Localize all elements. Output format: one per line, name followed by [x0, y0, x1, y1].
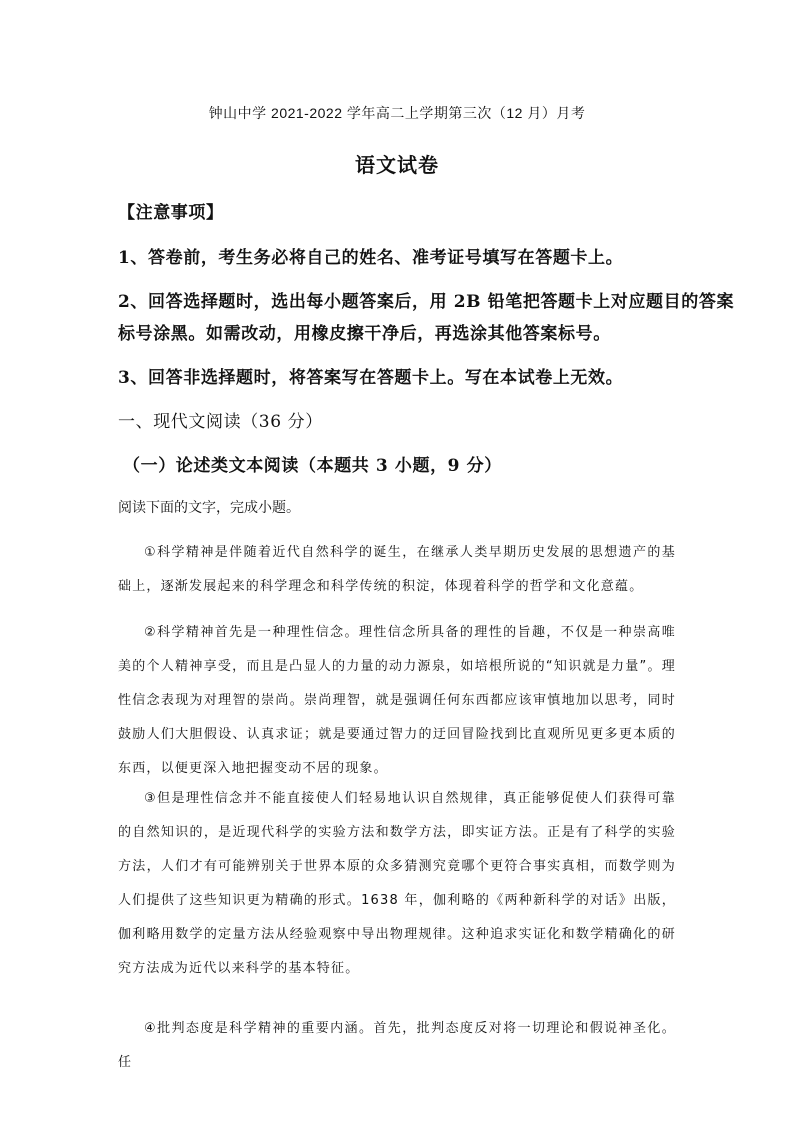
subsection-heading-argumentative: （一）论述类文本阅读（本题共 3 小题，9 分）	[123, 456, 502, 476]
notice-heading: 【注意事项】	[118, 203, 224, 223]
reading-instruction: 阅读下面的文字，完成小题。	[118, 499, 300, 515]
passage-paragraph-1: ①科学精神是伴随着近代自然科学的诞生，在继承人类早期历史发展的思想遗产的基础上，逐渐发展起来的科学理念和科学传统的积淀，体现着科学的哲学和文化意蕴。	[118, 545, 676, 594]
notice-item-3: 3、回答非选择题时，将答案写在答题卡上。写在本试卷上无效。	[118, 368, 624, 388]
passage-paragraph-3: ③但是理性信念并不能直接使人们轻易地认识自然规律，真正能够促使人们获得可靠的自然知识的，是近现代科学的实验方法和数学方法，即实证方法。正是有了科学的实验方法，人们才有可能辨别关于世界本原的众多猜测究竟哪个更符合事实真相，而数学则为人们提供了这些知识更为精确的形式。1638 年，伽利略的《两种新科学的对话》出版，伽利略用数学的定量方法从经验观察中导出物理规律。这种追求实证化和数学精确化的研究方法成为近代以来科学的基本特征。	[118, 791, 676, 976]
notice-item-2-line-1: 2、回答选择题时，选出每小题答案后，用 2B 铅笔把答题卡上对应题目的答案	[118, 292, 735, 312]
exam-subtitle: 钟山中学 2021-2022 学年高二上学期第三次（12 月）月考	[208, 105, 586, 121]
passage-paragraph-4: ④批判态度是科学精神的重要内涵。首先，批判态度反对将一切理论和假说神圣化。任	[118, 1021, 676, 1070]
section-heading-modern-reading: 一、现代文阅读（36 分）	[118, 412, 323, 432]
notice-item-2-line-2: 标号涂黑。如需改动，用橡皮擦干净后，再选涂其他答案标号。	[118, 324, 611, 344]
passage-paragraph-2: ②科学精神首先是一种理性信念。理性信念所具备的理性的旨趣，不仅是一种崇高唯美的个人精神享受，而且是凸显人的力量的动力源泉，如培根所说的“知识就是力量”。理性信念表现为对理智的崇尚。崇尚理智，就是强调任何东西都应该审慎地加以思考，同时鼓励人们大胆假设、认真求证；就是要通过智力的迂回冒险找到比直观所见更多更本质的东西，以便更深入地把握变动不居的现象。	[118, 625, 676, 776]
exam-title: 语文试卷	[355, 153, 439, 177]
notice-item-1: 1、答卷前，考生务必将自己的姓名、准考证号填写在答题卡上。	[118, 248, 624, 268]
